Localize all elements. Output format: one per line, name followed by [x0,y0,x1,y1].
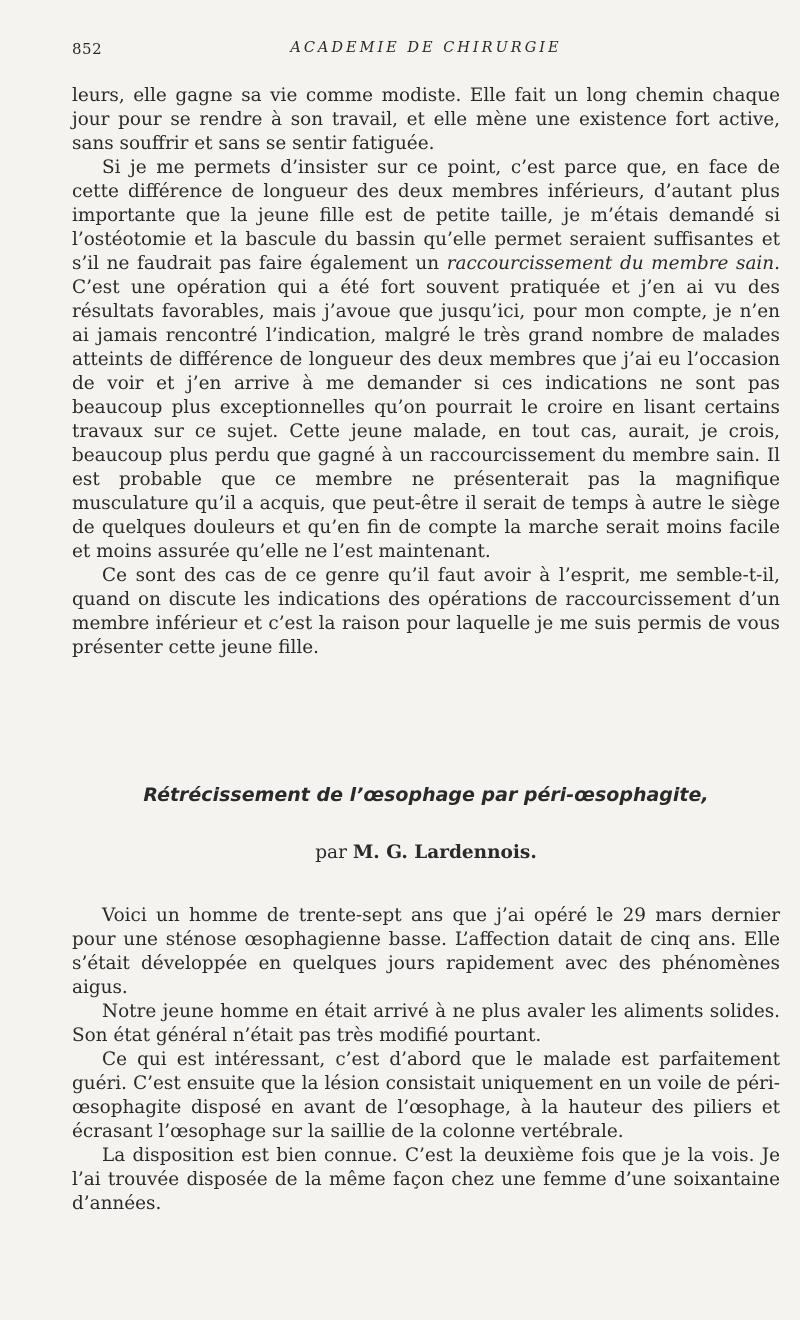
author-name: M. G. Lardennois. [352,842,537,863]
continued-text-block [72,84,780,660]
italic-emphasis: raccourcissement du membre sain. [446,253,780,274]
paragraph: Ce sont des cas de ce genre qu’il faut avoir à l’esprit, me semble-t-il, quand on discute les indications des opérations de raccourcissement d’un membre inférieur et c’est la raison pour laquelle je me suis permis de vous présenter cette jeune fille. [72,565,780,658]
paragraph [72,156,780,564]
article-title: Rétrécissement de l’œsophage par péri-œsophagite, [143,784,709,806]
paragraph: Voici un homme de trente-sept ans que j’ai opéré le 29 mars dernier pour une sténose œsophagienne basse. L’affection datait de cinq ans. Elle s’était développée en quelques jours rapidement avec des phénomènes aigus. [72,905,780,998]
byline [72,842,780,863]
paragraph-text: Si je me permets d’insister sur ce point, c’est parce que, en face de cette différence de longueur des deux membres inférieurs, d’autant plus importante que la jeune fille est de petite taille, je m’étais demandé si l’ostéotomie et la bascule du bassin qu’elle permet seraient suffisantes et s’il ne faudrait pas faire également un [72,157,780,274]
byline-prefix: par [315,842,347,863]
paragraph: Notre jeune homme en était arrivé à ne plus avaler les aliments solides. Son état général n’était pas très modifié pourtant. [72,1001,780,1046]
running-title: ACADEMIE DE CHIRURGIE [290,40,562,56]
paragraph-text: C’est une opération qui a été fort souvent pratiquée et j’en ai vu des résultats favorables, mais j’avoue que jusqu’ici, pour mon compte, je n’en ai jamais rencontré l’indication, malgré le très grand nombre de malades atteints de différence de longueur des deux membres que j’ai eu l’occasion de voir et j’en arrive à me demander si ces indications ne sont pas beaucoup plus exceptionnelles qu’on pourrait le croire en lisant certains travaux sur ce sujet. Cette jeune malade, en tout cas, aurait, je crois, beaucoup plus perdu que gagné à un raccourcissement du membre sain. Il est probable que ce membre ne présenterait pas la magnifique musculature qu’il a acquis, que peut-être il serait de temps à autre le siège de quelques douleurs et qu’en fin de compte la marche serait moins facile et moins assurée qu’elle ne l’est maintenant. [72,277,780,562]
paragraph: La disposition est bien connue. C’est la deuxième fois que je la vois. Je l’ai trouvée disposée de la même façon chez une femme d’une soixantaine d’années. [72,1145,780,1214]
paragraph: leurs, elle gagne sa vie comme modiste. Elle fait un long chemin chaque jour pour se rendre à son travail, et elle mène une existence fort active, sans souffrir et sans se sentir fatiguée. [72,85,780,154]
paragraph: Ce qui est intéressant, c’est d’abord que le malade est parfaitement guéri. C’est ensuite que la lésion consistait uniquement en un voile de péri-œsophagite disposé en avant de l’œsophage, à la hauteur des piliers et écrasant l’œsophage sur la saillie de la colonne vertébrale. [72,1049,780,1142]
article-body [72,904,780,1216]
page-number: 852 [72,40,103,58]
page-header [72,40,780,64]
